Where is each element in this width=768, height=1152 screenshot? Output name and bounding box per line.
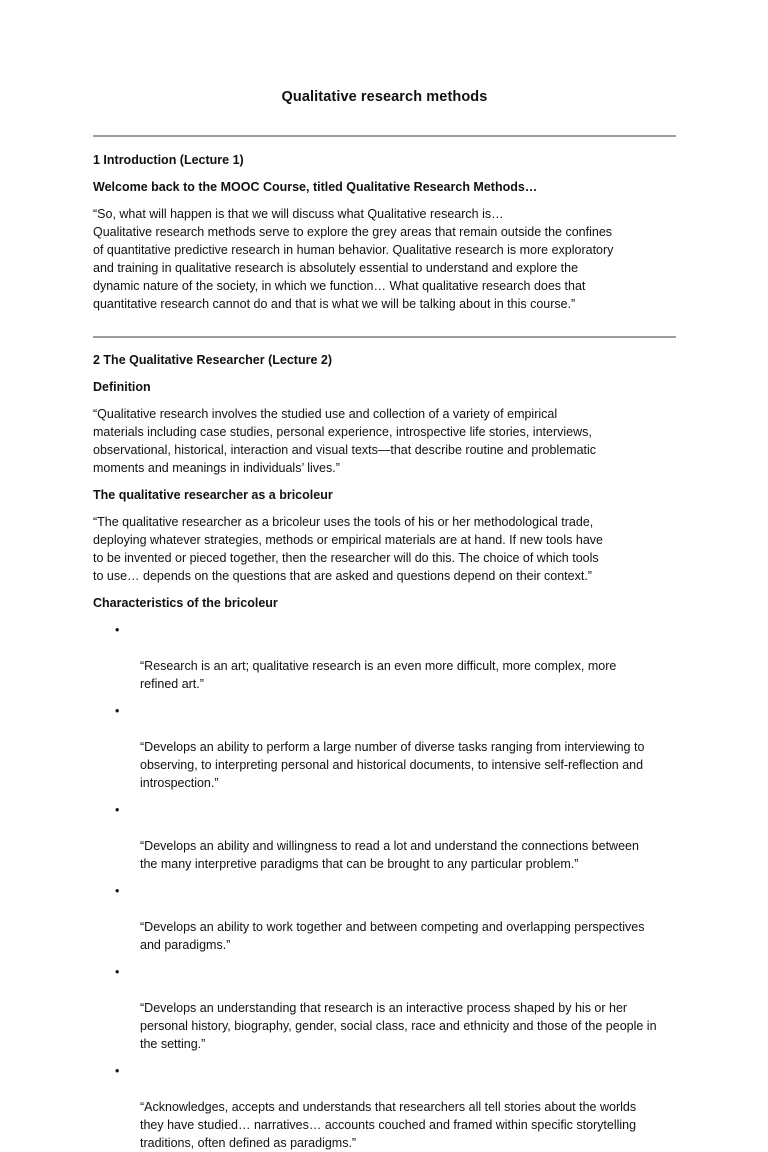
section-divider: [93, 135, 676, 137]
list-item: [93, 963, 676, 1053]
section-heading-qualitative-researcher: 2 The Qualitative Researcher (Lecture 2): [93, 353, 332, 367]
bricoleur-text: “The qualitative researcher as a bricoleur uses the tools of his or her methodological trade, deploying whatever strategies, methods or empirical materials are at hand. If new tools have to be invented or pieced together, then the researcher will do this. The choice of which tools to use… depends on the questions that are asked and questions depend on their context.”: [93, 515, 603, 583]
list-item-text: “Develops an ability and willingness to read a lot and understand the connections between the many interpretive paradigms that can be brought to any particular problem.”: [140, 839, 639, 871]
bullet-icon: •: [115, 1064, 120, 1078]
bullet-icon: •: [115, 965, 120, 979]
definition-heading: Definition: [93, 380, 151, 394]
characteristics-heading: Characteristics of the bricoleur: [93, 596, 278, 610]
list-item-text: “Develops an understanding that research is an interactive process shaped by his or her personal history, biography, gender, social class, race and ethnicity and those of the people in the setting.”: [140, 1001, 657, 1051]
bullet-icon: •: [115, 623, 120, 637]
list-item: [93, 801, 676, 873]
list-item-text: “Research is an art; qualitative research is an even more difficult, more complex, more refined art.”: [140, 659, 617, 691]
list-item: [93, 702, 676, 792]
bullet-icon: •: [115, 803, 120, 817]
list-item: [93, 1062, 676, 1152]
section-divider: [93, 336, 676, 338]
welcome-subheading: Welcome back to the MOOC Course, titled Qualitative Research Methods…: [93, 180, 538, 194]
section-heading-introduction: 1 Introduction (Lecture 1): [93, 153, 244, 167]
bricoleur-heading: The qualitative researcher as a bricoleur: [93, 488, 333, 502]
bullet-icon: •: [115, 884, 120, 898]
document-title: Qualitative research methods: [281, 89, 488, 105]
list-item: [93, 621, 676, 693]
definition-text: “Qualitative research involves the studied use and collection of a variety of empirical materials including case studies, personal experience, introspective life stories, interviews, observational, historical, interaction and visual texts—that describe routine and problematic moments and meanings in individuals’ lives.”: [93, 407, 597, 475]
characteristics-list: [93, 621, 676, 1152]
introduction-quote: “So, what will happen is that we will discuss what Qualitative research is… Qualitative research methods serve to explore the grey areas that remain outside the confines of quantitative predictive research in human behavior. Qualitative research is more exploratory and training in qualitative research is absolutely essential to understand and explore the dynamic nature of the society, in which we function… What qualitative research does that quantitative research cannot do and that is what we will be talking about in this course.”: [93, 207, 614, 311]
list-item-text: “Acknowledges, accepts and understands that researchers all tell stories about the worlds they have studied… narratives… accounts couched and framed within specific storytelling traditions, often defined as paradigms.”: [140, 1100, 637, 1150]
list-item: [93, 882, 676, 954]
list-item-text: “Develops an ability to perform a large number of diverse tasks ranging from interviewing to observing, to interpreting personal and historical documents, to intensive self-reflection and introspection.”: [140, 740, 645, 790]
list-item-text: “Develops an ability to work together and between competing and overlapping perspectives and paradigms.”: [140, 920, 645, 952]
bullet-icon: •: [115, 704, 120, 718]
